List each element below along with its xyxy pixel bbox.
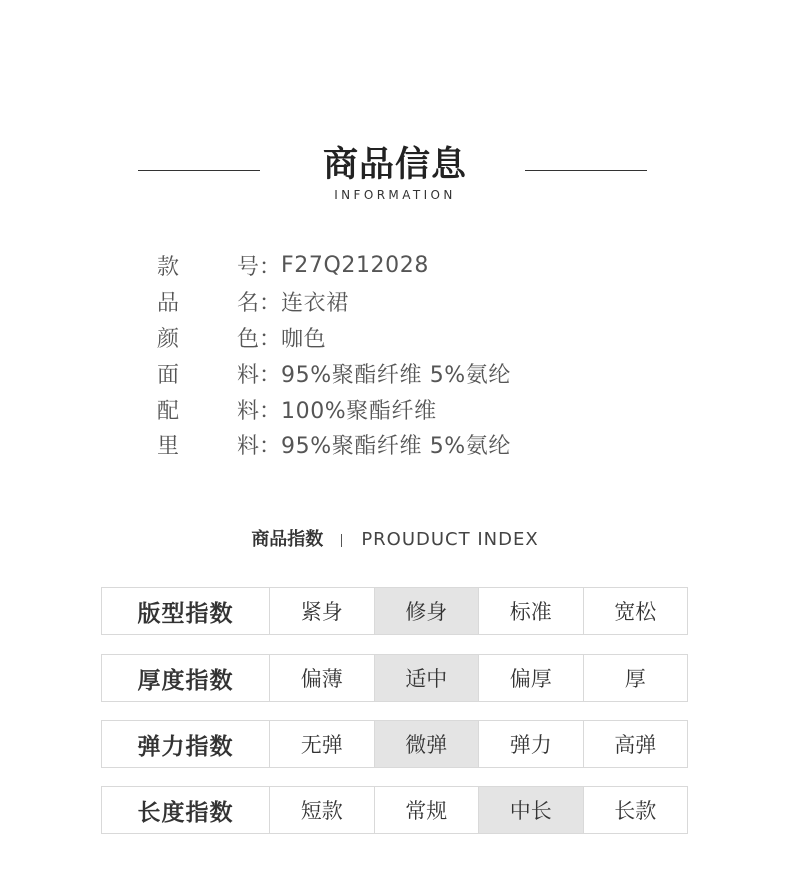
index-option: 厚 xyxy=(624,667,646,691)
info-row-fabric xyxy=(157,355,511,391)
info-value: 95%聚酯纤维 5%氨纶 xyxy=(281,434,511,460)
index-option: 标准 xyxy=(479,588,584,634)
info-row-name xyxy=(157,284,511,320)
info-value: 100%聚酯纤维 xyxy=(281,398,437,424)
index-heading-separator xyxy=(341,534,342,547)
product-info-list xyxy=(157,248,511,463)
info-value: F27Q212028 xyxy=(281,253,429,279)
info-row-lining xyxy=(157,427,511,463)
info-key: 里 料： xyxy=(157,434,281,460)
index-option: 偏薄 xyxy=(270,655,375,701)
index-row-fit xyxy=(101,587,688,635)
index-option: 偏厚 xyxy=(479,655,584,701)
index-label: 厚度指数 xyxy=(102,655,270,701)
index-option: 短款 xyxy=(270,787,375,833)
info-row-color xyxy=(157,320,511,356)
info-value: 咖色 xyxy=(281,326,327,352)
index-option-selected: 适中 xyxy=(375,655,480,701)
index-label: 长度指数 xyxy=(102,787,270,833)
info-key: 款 号： xyxy=(157,255,281,281)
index-row-thickness xyxy=(101,654,688,702)
index-option: 高弹 xyxy=(614,733,657,757)
index-label: 弹力指数 xyxy=(102,721,270,767)
index-option-selected: 微弹 xyxy=(375,721,480,767)
index-row-elasticity xyxy=(101,720,688,768)
index-option-selected: 修身 xyxy=(375,588,480,634)
info-row-trim xyxy=(157,391,511,427)
info-key: 面 料： xyxy=(157,362,281,388)
index-heading-cn: 商品指数 xyxy=(251,529,324,550)
header-divider-right xyxy=(525,170,647,171)
info-row-style-no xyxy=(157,248,511,284)
index-row-length xyxy=(101,786,688,834)
info-key: 颜 色： xyxy=(157,326,281,352)
index-option: 无弹 xyxy=(270,721,375,767)
index-heading-en: PROUDUCT INDEX xyxy=(361,529,539,550)
index-heading xyxy=(0,527,790,553)
info-key: 品 名： xyxy=(157,291,281,317)
index-option: 常规 xyxy=(375,787,480,833)
index-option: 长款 xyxy=(614,799,657,823)
section-subtitle: INFORMATION xyxy=(334,188,456,202)
index-option-selected: 中长 xyxy=(479,787,584,833)
info-key: 配 料： xyxy=(157,398,281,424)
section-title: 商品信息 xyxy=(322,145,467,185)
index-option: 弹力 xyxy=(479,721,584,767)
info-value: 95%聚酯纤维 5%氨纶 xyxy=(281,362,511,388)
info-value: 连衣裙 xyxy=(281,291,349,317)
index-option: 宽松 xyxy=(614,600,657,624)
index-label: 版型指数 xyxy=(102,588,270,634)
index-option: 紧身 xyxy=(270,588,375,634)
